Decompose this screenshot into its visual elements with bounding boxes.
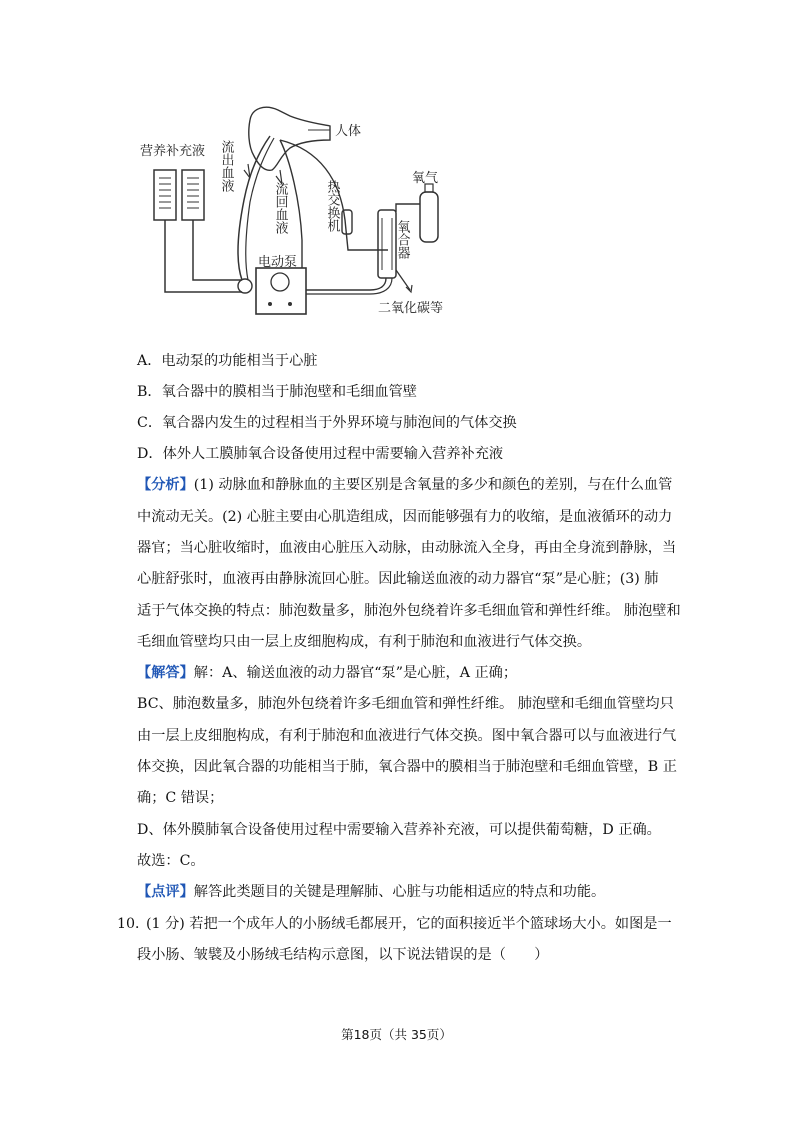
answer-line-2: BC、肺泡数量多，肺泡外包绕着许多毛细血管和弹性纤维。 肺泡壁和毛细血管壁均只 [137, 696, 674, 712]
analysis-line-3: 器官；当心脏收缩时，血液由心脏压入动脉，由动脉流入全身，再由全身流到静脉，当 [137, 540, 677, 556]
answer-line-5: 确；C 错误； [137, 790, 224, 806]
nutrient-tube-left [165, 220, 242, 292]
label-human: 人体 [335, 124, 362, 139]
option-d: D．体外人工膜肺氧合设备使用过程中需要输入营养补充液 [137, 446, 504, 462]
human-body [249, 107, 330, 170]
option-a: A．电动泵的功能相当于心脏 [137, 353, 318, 369]
analysis-text-1: (1) 动脉血和静脉血的主要区别是含氧量的多少和颜色的差别，与在什么血管 [193, 477, 673, 493]
analysis-line-6: 毛细血管壁均只由一层上皮细胞构成，有利于肺泡和血液进行气体交换。 [137, 634, 592, 650]
analysis-line-1 [137, 475, 672, 495]
co2-arrow [396, 270, 410, 290]
answer-tag: 【解答】 [137, 665, 194, 681]
label-co2: 二氧化碳等 [378, 301, 444, 316]
valve [238, 279, 252, 293]
label-oxygenator: 氧合器 [394, 220, 410, 259]
option-c: C．氧合器内发生的过程相当于外界环境与肺泡间的气体交换 [137, 415, 517, 431]
answer-line-6: D、体外膜肺氧合设备使用过程中需要输入营养补充液，可以提供葡萄糖，D 正确。 [137, 822, 661, 838]
answer-line-7: 故选：C。 [137, 853, 205, 869]
nutrient-tube-right [193, 220, 242, 280]
option-b: B．氧合器中的膜相当于肺泡壁和毛细血管壁 [137, 384, 417, 400]
comment-tag: 【点评】 [137, 884, 194, 900]
ecmo-diagram [130, 100, 460, 340]
comment-text: 解答此类题目的关键是理解肺、心脏与功能相适应的特点和功能。 [193, 884, 606, 900]
question-10-line-2: 段小肠、皱襞及小肠绒毛结构示意图，以下说法错误的是（ ） [137, 947, 549, 963]
analysis-line-2: 中流动无关。(2) 心脏主要由心肌造组成，因而能够强有力的收缩，是血液循环的动力 [137, 509, 673, 525]
analysis-tag: 【分析】 [137, 477, 194, 493]
answer-line-1 [137, 663, 517, 683]
analysis-line-4: 心脏舒张时，血液再由静脉流回心脏。因此输送血液的动力器官“泵”是心脏；(3) 肺 [137, 571, 659, 587]
label-outflow: 流出血液 [218, 140, 234, 192]
question-10-line-1: (1 分) 若把一个成年人的小肠绒毛都展开，它的面积接近半个篮球场大小。如图是一 [146, 916, 672, 932]
oxygen-cylinder [420, 192, 438, 242]
label-return: 流回血液 [272, 182, 288, 234]
comment-line [137, 882, 605, 902]
label-nutrient: 营养补充液 [140, 144, 206, 159]
label-oxygen: 氧气 [412, 171, 439, 186]
page-footer: 第18页（共 35页） [341, 1027, 452, 1042]
oxygenator [378, 210, 396, 278]
analysis-line-5: 适于气体交换的特点：肺泡数量多，肺泡外包绕着许多毛细血管和弹性纤维。 肺泡壁和 [137, 603, 681, 619]
label-pump: 电动泵 [258, 255, 298, 270]
answer-text-1: 解：A、输送血液的动力器官“泵”是心脏，A 正确； [193, 665, 518, 681]
answer-line-4: 体交换，因此氧合器的功能相当于肺，氧合器中的膜相当于肺泡壁和毛细血管壁，B 正 [137, 759, 677, 775]
question-10-number: 10． [117, 916, 150, 932]
answer-line-3: 由一层上皮细胞构成，有利于肺泡和血液进行气体交换。图中氧合器可以与血液进行气 [137, 728, 677, 744]
ecmo-diagram-svg [130, 100, 460, 340]
label-heat-exchanger: 热交换机 [324, 180, 340, 232]
